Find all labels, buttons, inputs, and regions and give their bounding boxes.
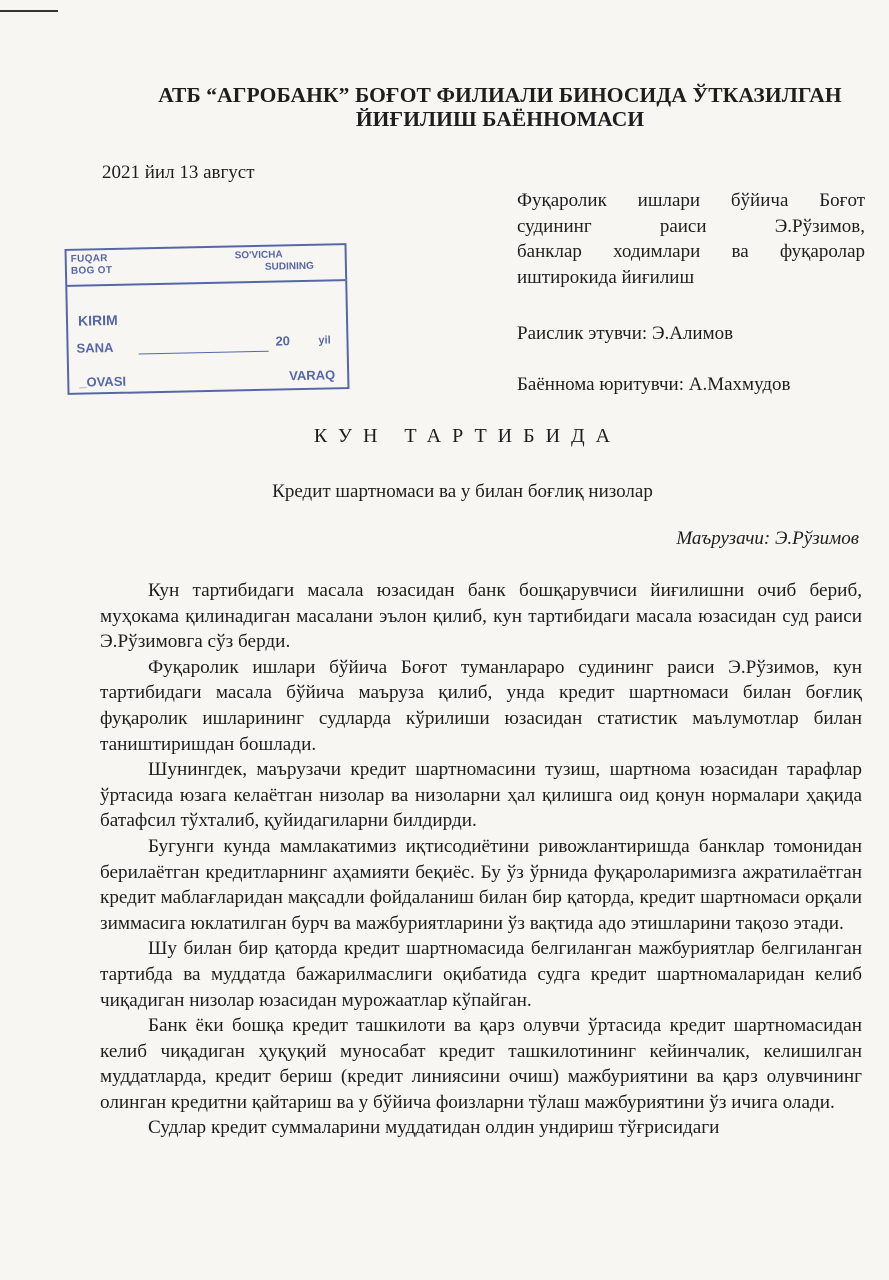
document-title-line1: АТБ “АГРОБАНК” БОҒОТ ФИЛИАЛИ БИНОСИДА ЎТКАЗИЛГАН (158, 83, 842, 107)
secretary-line: Баённома юритувчи: А.Махмудов (517, 374, 791, 395)
meeting-date: 2021 йил 13 август (102, 162, 255, 183)
body-paragraph: Шу билан бир қаторда кредит шартномасида белгиланган мажбуриятлар белгиланган тартибда ва муддатда бажарилмаслиги оқибатида судга кредит шартномаларидан келиб чиқадиган низолар юзасидан мурожаатлар кўпайган. (100, 938, 862, 1011)
body-paragraph: Банк ёки бошқа кредит ташкилоти ва қарз олувчи ўртасида кредит шартномасидан келиб чиқадиган ҳуқуқий муносабат кредит ташкилотининг кейинчалик, келишилган муддатларда, кредит бериш (кредит линиясини очиш) мажбуриятини ва қарз олувчининг олинган кредитни қайтариш ва у бўйича фоизларни тўлаш мажбуриятини ўз ичига олади. (100, 1015, 862, 1113)
document-title-line2: ЙИҒИЛИШ БАЁННОМАСИ (355, 107, 645, 131)
stamp-text: KIRIM (77, 311, 118, 329)
intro-line: Фуқаролик ишлари бўйича Боғот (517, 190, 865, 211)
stamp-date-line (139, 351, 269, 355)
stamp-text: _OVASI (79, 373, 127, 390)
body-paragraph: Судлар кредит суммаларини муддатидан олдин ундириш тўғрисидаги (148, 1117, 720, 1139)
stamp-text: SO'VICHA (234, 249, 283, 262)
intro-line: иштирокида йиғилиш (517, 266, 695, 288)
intro-line: банклар ходимлари ва фуқаролар (517, 241, 865, 262)
intro-line: судининг раиси Э.Рўзимов, (517, 215, 865, 237)
stamp-text: SANA (76, 339, 114, 356)
body-paragraph: Шунингдек, маърузачи кредит шартномасини тузиш, шартнома юзасидан тарафлар ўртасида юзага келаётган низолар ва низоларни ҳал қилишга оид қонун нормалари ҳақида батафсил тўхталиб, қуйидагиларни билдирди. (100, 759, 862, 832)
stamp-text: FUQAR (70, 253, 108, 265)
stamp-text: SUDINING (264, 260, 314, 273)
stamp-text: yil (318, 334, 331, 347)
speaker-line: Маърузачи: Э.Рўзимов (676, 528, 859, 549)
body-paragraph: Кун тартибидаги масала юзасидан банк бошқарувчиси йиғилишни очиб бериб, муҳокама қилинадиган масалани эълон қилиб, кун тартибидаги масала юзасидан суд раиси Э.Рўзимовга сўз берди. (100, 580, 862, 653)
intro-block (517, 188, 865, 290)
stamp-divider (67, 279, 345, 287)
stamp-text: VARAQ (289, 367, 336, 384)
stamp-text: 20 (275, 333, 291, 349)
chair-line: Раислик этувчи: Э.Алимов (517, 323, 734, 344)
stamp-text: BOG OT (70, 264, 113, 277)
agenda-topic: Кредит шартномаси ва у билан боғлиқ низолар (272, 481, 653, 502)
body-paragraph: Бугунги кунда мамлакатимиз иқтисодиётини ривожлантиришда банклар томонидан берилаётган кредитларнинг аҳамияти беқиёс. Бу ўз ўрнида фуқароларимизга ажратилаётган кредит маблағларидан мақсадли фойдаланиш билан бир қаторда, кредит шартномаси орқали зиммасига юклатилган бурч ва мажбуриятларини ўз вақтида адо этишларини тақозо этади. (100, 835, 862, 934)
corner-mark (0, 10, 58, 12)
document-body (100, 578, 862, 1141)
agenda-heading: КУН ТАРТИБИДА (313, 425, 622, 447)
body-paragraph: Фуқаролик ишлари бўйича Боғот туманлараро судининг раиси Э.Рўзимов, кун тартибидаги масала бўйича маъруза қилиб, унда кредит шартномаси билан боғлиқ фуқаролик ишларининг судларда кўрилиши юзасидан статистик маълумотлар билан таништиришдан бошлади. (100, 656, 862, 755)
court-stamp (65, 243, 350, 395)
